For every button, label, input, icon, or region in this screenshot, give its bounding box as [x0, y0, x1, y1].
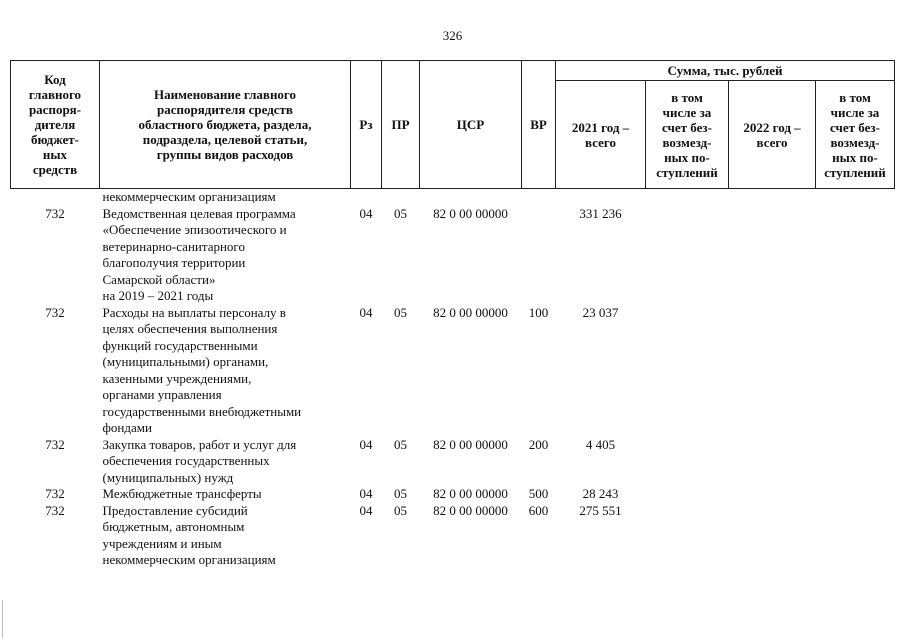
row-csr [420, 189, 522, 206]
text-line: счет без- [830, 119, 880, 135]
text-line: (муниципальных) нужд [102, 469, 234, 485]
header-code [11, 61, 100, 189]
text-line: бюджетным, автономным [102, 519, 245, 534]
row-pr: 05 [394, 304, 407, 320]
row-vr [522, 206, 556, 305]
text-line: главного [28, 87, 82, 102]
text-line: Расходы на выплаты персоналу в [102, 304, 286, 320]
text-line: в том [671, 89, 703, 105]
budget-table [10, 60, 895, 569]
text-line: ных по- [832, 149, 878, 165]
text-line: государственными внебюджетными [102, 403, 302, 419]
table-row [11, 206, 895, 305]
row-pr [382, 189, 420, 206]
text-line: областного бюджета, раздела, [138, 117, 312, 132]
header-name [100, 61, 351, 189]
row-code: 732 [45, 486, 65, 501]
table-row [11, 189, 895, 206]
row-csr: 82 0 00 00000 [433, 502, 508, 518]
text-line: числе за [662, 104, 712, 120]
text-line: функций государственными [102, 337, 258, 353]
text-line: Код [44, 72, 66, 87]
row-pr: 05 [394, 486, 407, 501]
text-line: средств [32, 162, 78, 177]
row-vr: 600 [528, 502, 549, 518]
table-header [11, 61, 895, 189]
text-line: Самарской области» [102, 271, 216, 287]
header-2022-gratuitous [816, 81, 895, 189]
row-rz: 04 [359, 502, 373, 518]
text-line: (муниципальными) органами, [102, 354, 269, 369]
table-row [11, 486, 895, 503]
row-amount-2021: 4 405 [585, 436, 616, 452]
row-csr: 82 0 00 00000 [433, 304, 508, 320]
text-line: ступлений [824, 164, 886, 180]
text-line: целях обеспечения выполнения [102, 321, 278, 336]
header-pr: ПР [382, 61, 420, 189]
text-line: распорядителя средств [157, 102, 293, 117]
row-csr: 82 0 00 00000 [433, 486, 508, 501]
row-name [100, 486, 351, 503]
row-rz: 04 [359, 486, 373, 501]
row-csr: 82 0 00 00000 [433, 205, 508, 221]
text-line: ных [42, 147, 68, 162]
table-row [11, 305, 895, 437]
table-row [11, 437, 895, 487]
text-line: Ведомственная целевая программа [102, 205, 296, 221]
text-line: подраздела, целевой статьи, [142, 132, 308, 147]
text-line: благополучия территории [102, 255, 246, 270]
row-rz: 04 [359, 436, 373, 452]
row-rz: 04 [359, 205, 373, 221]
row-vr: 500 [528, 486, 549, 501]
text-line: фондами [102, 420, 152, 435]
row-vr [522, 189, 556, 206]
row-name [100, 503, 351, 569]
header-2021-total [556, 81, 646, 189]
text-line: Предоставление субсидий [102, 502, 248, 518]
row-amount-2021 [556, 189, 646, 206]
header-sum-group: Сумма, тыс. рублей [556, 61, 895, 81]
text-line: 2022 год – [743, 119, 801, 135]
row-pr: 05 [394, 436, 407, 452]
text-line: дителя [34, 117, 76, 132]
text-line: ных по- [664, 149, 710, 165]
row-amount-2021: 275 551 [579, 502, 622, 518]
row-csr: 82 0 00 00000 [433, 436, 508, 452]
text-line: учреждениям и иным [102, 535, 222, 551]
text-line: Закупка товаров, работ и услуг для [102, 436, 297, 452]
header-2022-total [729, 81, 816, 189]
table-body [11, 189, 895, 569]
header-2021-gratuitous [646, 81, 729, 189]
header-vr: ВР [522, 61, 556, 189]
text-line: всего [756, 134, 788, 150]
text-line: бюджет- [30, 132, 79, 147]
row-vr: 100 [528, 304, 549, 320]
row-code: 732 [45, 502, 65, 518]
text-line: на 2019 – 2021 годы [102, 288, 214, 303]
row-pr: 05 [394, 205, 407, 221]
page-edge-line [2, 600, 3, 638]
table-row [11, 503, 895, 569]
text-line: «Обеспечение эпизоотического и [102, 222, 287, 237]
row-code: 732 [45, 436, 65, 452]
row-rz: 04 [359, 304, 373, 320]
row-code: 732 [45, 205, 65, 221]
text-line: органами управления [102, 387, 222, 402]
text-line: возмезд- [830, 134, 880, 150]
text-line: ветеринарно-санитарного [102, 238, 245, 254]
text-line: обеспечения государственных [102, 453, 270, 468]
text-line: возмезд- [662, 134, 712, 150]
text-line: некоммерческим организациям [102, 552, 276, 567]
text-line: группы видов расходов [156, 147, 294, 162]
text-line: некоммерческим организациям [102, 189, 276, 204]
text-line: Межбюджетные трансферты [102, 486, 262, 501]
row-name [100, 206, 351, 305]
text-line: распоря- [28, 102, 82, 117]
row-rz [351, 189, 382, 206]
page-number: 326 [442, 28, 463, 43]
text-line: всего [585, 134, 616, 150]
row-pr: 05 [394, 502, 407, 518]
row-name [100, 189, 351, 206]
text-line: ступлений [656, 164, 718, 180]
row-vr: 200 [528, 436, 549, 452]
row-code: 732 [45, 304, 65, 320]
text-line: счет без- [662, 119, 712, 135]
text-line: 2021 год – [571, 119, 630, 135]
row-code [11, 189, 100, 206]
text-line: числе за [830, 104, 880, 120]
header-csr: ЦСР [420, 61, 522, 189]
header-rz: Рз [351, 61, 382, 189]
row-name [100, 305, 351, 437]
text-line: в том [839, 89, 871, 105]
text-line: Наименование главного [153, 87, 297, 102]
row-amount-2021: 28 243 [582, 486, 619, 501]
row-amount-2021: 331 236 [579, 205, 622, 221]
row-name [100, 437, 351, 487]
text-line: казенными учреждениями, [102, 370, 252, 386]
row-amount-2021: 23 037 [582, 304, 619, 320]
